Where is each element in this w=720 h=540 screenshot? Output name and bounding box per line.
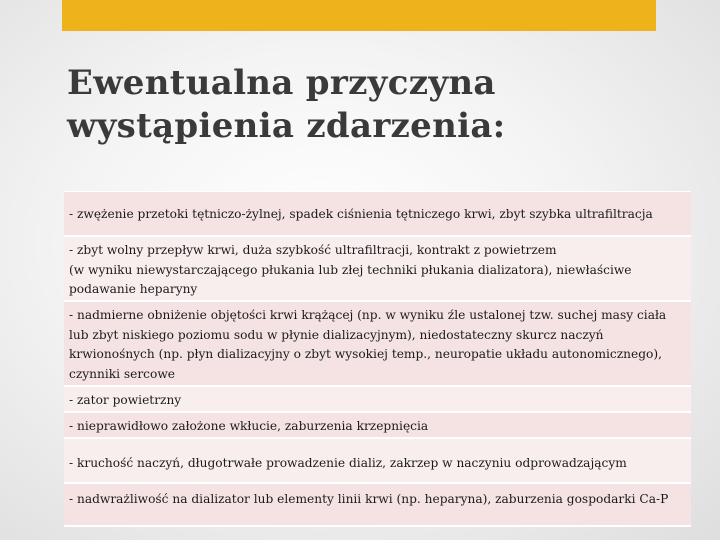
table-row: - nadwrażliwość na dializator lub elementy linii krwi (np. heparyna), zaburzenia gospodarki Ca-P — [64, 484, 691, 527]
table-row: - nieprawidłowo założone wkłucie, zaburzenia krzepnięcia — [64, 413, 691, 439]
table-row: - zwężenie przetoki tętniczo-żylnej, spadek ciśnienia tętniczego krwi, zbyt szybka ultrafiltracja — [64, 192, 691, 237]
table-row: - kruchość naczyń, długotrwałe prowadzenie dializ, zakrzep w naczyniu odprowadzającym — [64, 439, 691, 484]
table-row: - zbyt wolny przepływ krwi, duża szybkość ultrafiltracji, kontrakt z powietrzem (w wyniku niewystarczającego płukania lub złej techniki płukania dializatora), niewłaściwe podawanie heparyny — [64, 237, 691, 302]
accent-bar — [62, 0, 656, 31]
slide-title — [67, 62, 667, 148]
title-line-2: wystąpienia zdarzenia: — [67, 106, 506, 146]
title-line-1: Ewentualna przyczyna — [67, 63, 496, 103]
table-row: - nadmierne obniżenie objętości krwi krążącej (np. w wyniku źle ustalonej tzw. suchej masy ciała lub zbyt niskiego poziomu sodu w płynie dializacyjnym), niedostateczny skurcz naczyń krwionośnych (np. płyn dializacyjny o zbyt wysokiej temp., neuropatie układu autonomicznego), czynniki sercowe — [64, 302, 691, 387]
causes-table — [64, 191, 691, 527]
table-row: - zator powietrzny — [64, 387, 691, 413]
